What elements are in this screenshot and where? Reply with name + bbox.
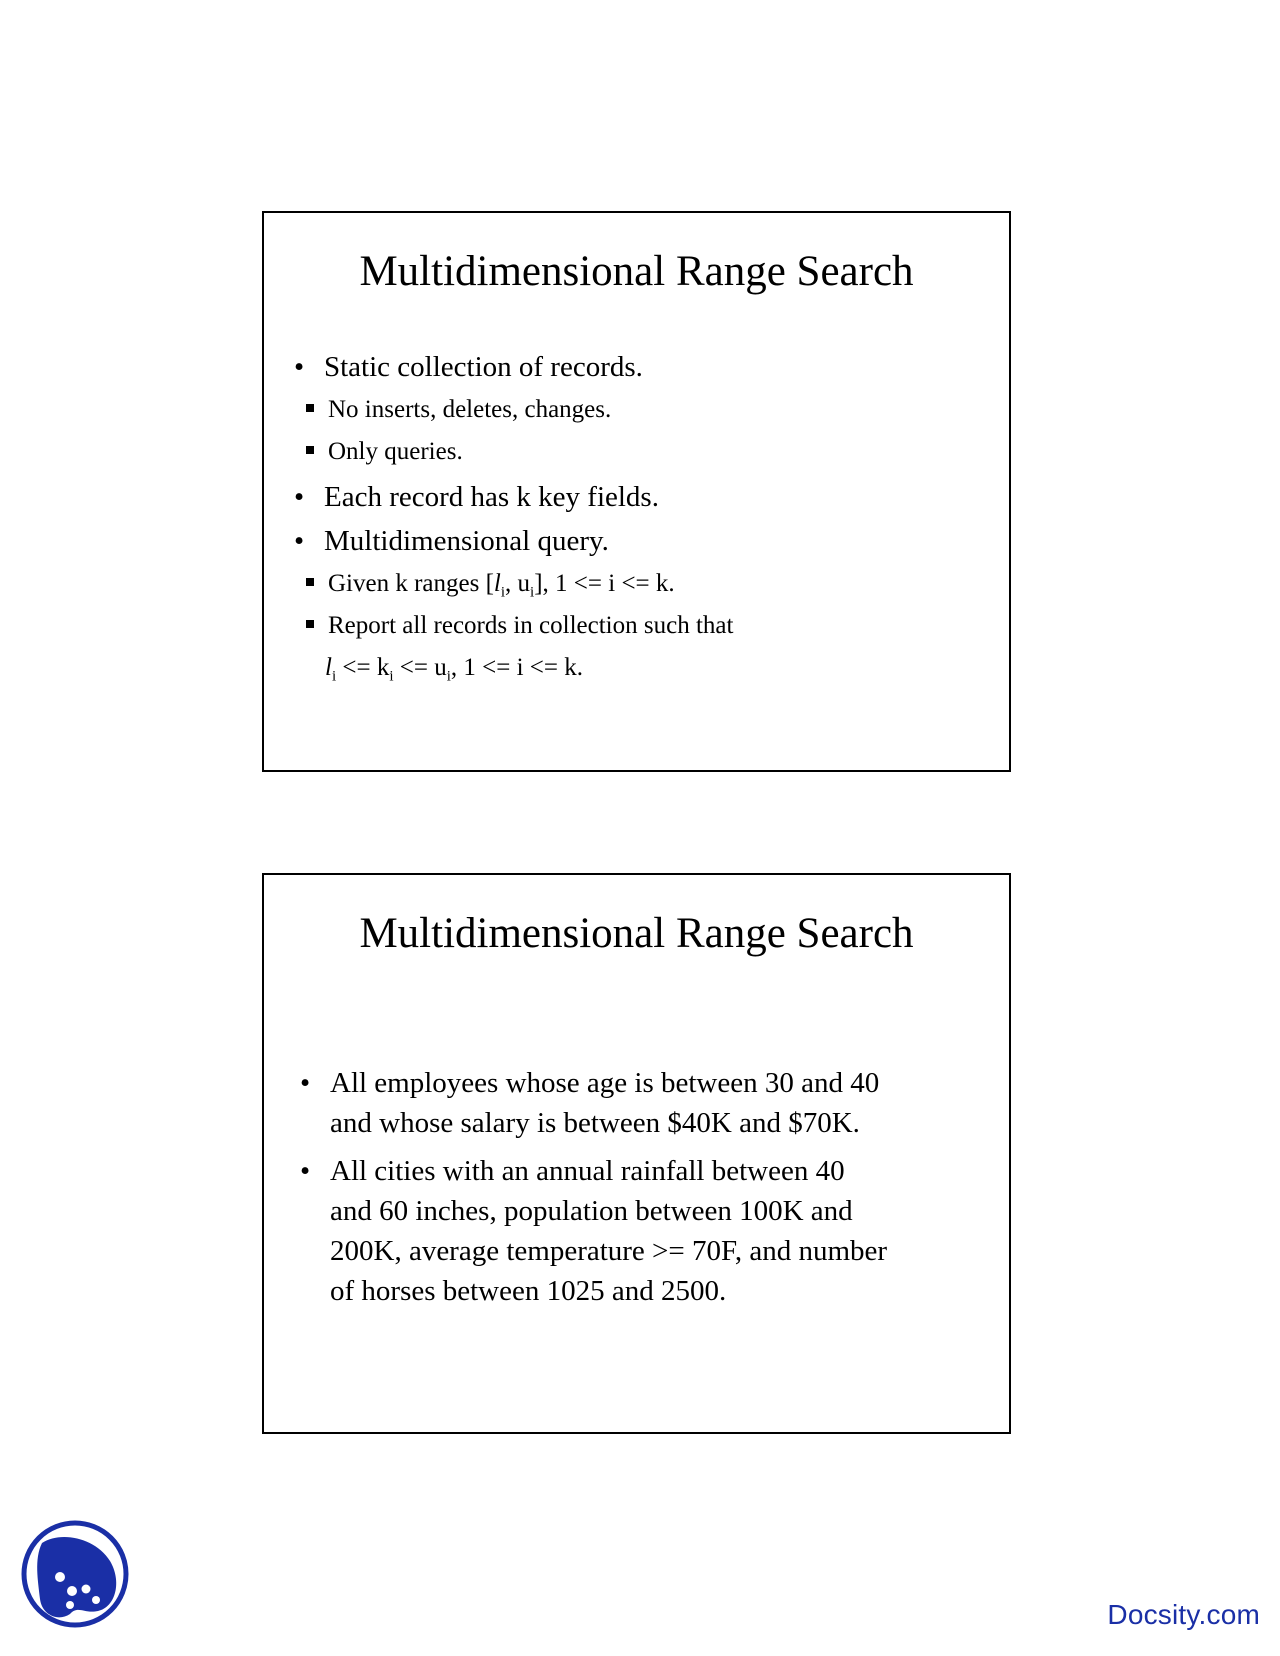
sub-bullet-item [294,389,984,431]
square-bullet-icon [306,446,314,454]
bullet-list [294,347,984,691]
sub-bullet-list [294,563,984,689]
slide-title: Multidimensional Range Search [359,910,914,957]
sub-bullet-continuation: $l_i <= k_i <= u_i$, 1 <= i <= k. [325,654,583,685]
bullet-dot-icon: • [294,525,305,557]
bullet-item [300,1063,990,1143]
bullet-item [294,477,984,517]
docsity-brand-link[interactable]: Docsity.com [1107,1599,1260,1630]
bullet-list [300,1063,990,1311]
bullet-line: All employees whose age is between 30 and 40 [330,1067,880,1099]
slide-2 [262,873,1011,1434]
square-bullet-icon [306,404,314,412]
slide-1 [262,211,1011,772]
bullet-line: of horses between 1025 and 2500. [330,1275,727,1307]
bullet-text: Multidimensional query. [324,525,609,557]
bullet-dot-icon: • [300,1155,311,1187]
bullet-dot-icon: • [294,481,305,513]
bullet-item [294,521,984,561]
square-bullet-icon [306,578,314,586]
bullet-item [294,347,984,387]
sub-bullet-item [294,431,984,473]
bullet-dot-icon: • [300,1067,311,1099]
sub-bullet-text: No inserts, deletes, changes. [328,396,612,423]
sub-bullet-text: Given k ranges [$l_i$, $u_i$], 1 <= i <= k. [328,570,675,601]
docsity-logo-icon[interactable] [20,1519,130,1629]
bullet-line: All cities with an annual rainfall between 40 [330,1155,845,1187]
bullet-text: Static collection of records. [324,351,643,383]
slide-title: Multidimensional Range Search [359,248,914,295]
bullet-text: Each record has k key fields. [324,481,659,513]
sub-bullet-list [294,389,984,473]
bullet-line: and 60 inches, population between 100K and [330,1195,853,1227]
bullet-line: and whose salary is between $40K and $70K. [330,1107,860,1139]
sub-bullet-item [294,563,984,605]
sub-bullet-text: Only queries. [328,438,463,465]
bullet-line: 200K, average temperature >= 70F, and number [330,1235,888,1267]
square-bullet-icon [306,620,314,628]
sub-bullet-item [294,605,984,689]
bullet-dot-icon: • [294,351,305,383]
bullet-item [300,1151,990,1311]
sub-bullet-text: Report all records in collection such that [328,612,734,639]
